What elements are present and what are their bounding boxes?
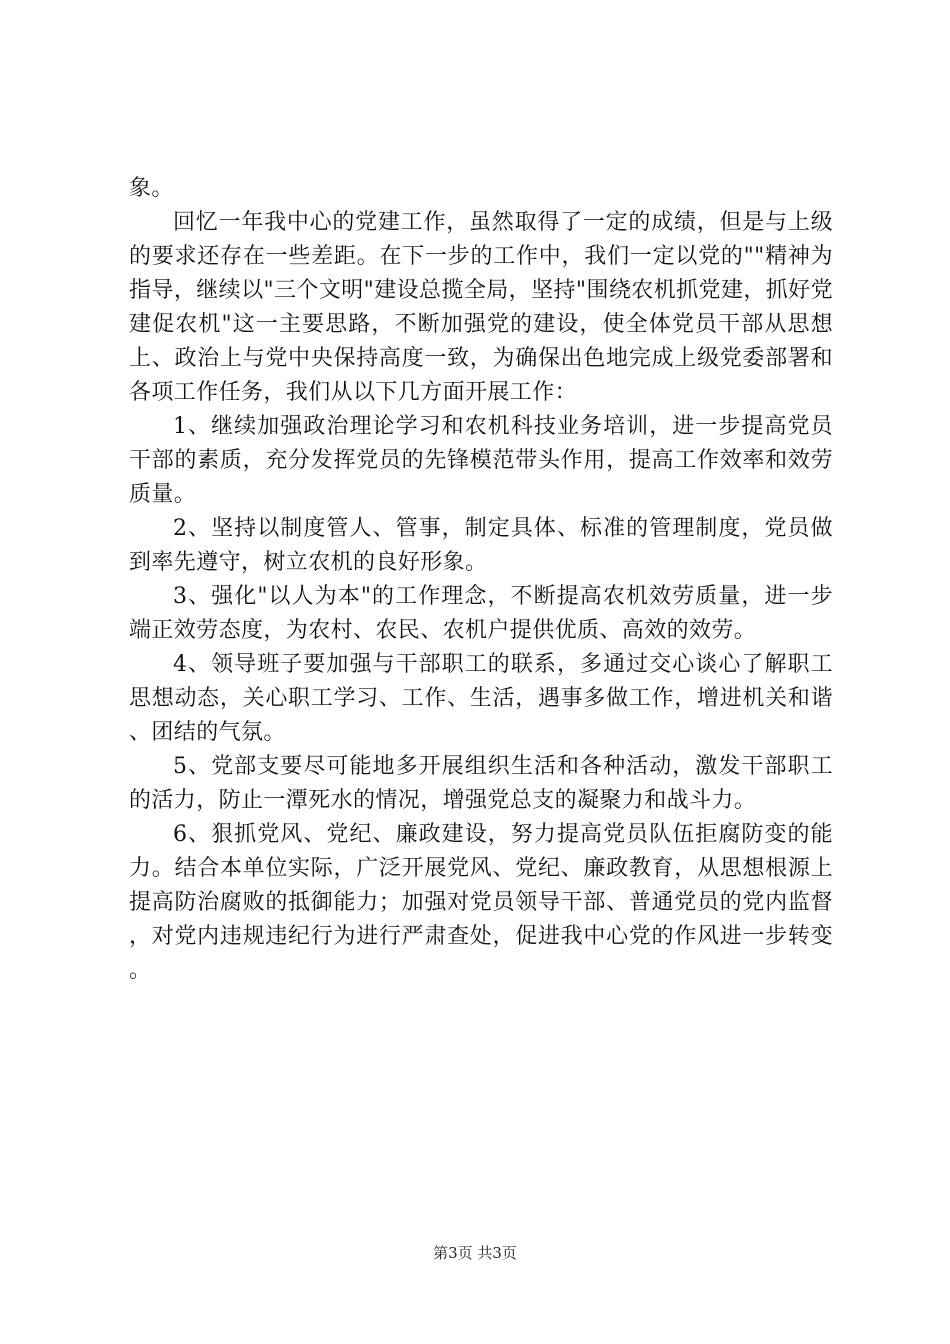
paragraph-item-3: 3、强化"以人为本"的工作理念，不断提高农机效劳质量，进一步端正效劳态度，为农村、农民、农机户提供优质、高效的效劳。 — [129, 584, 833, 643]
paragraph-item-4: 4、领导班子要加强与干部职工的联系，多通过交心谈心了解职工思想动态，关心职工学习、工作、生活，遇事多做工作，增进机关和谐、团结的气氛。 — [129, 652, 833, 745]
paragraph-item-1: 1、继续加强政治理论学习和农机科技业务培训，进一步提高党员干部的素质，充分发挥党员的先锋模范带头作用，提高工作效率和效劳质量。 — [129, 414, 833, 507]
document-body — [129, 172, 833, 988]
paragraph-item-2: 2、坚持以制度管人、管事，制定具体、标准的管理制度，党员做到率先遵守，树立农机的良好形象。 — [129, 516, 833, 575]
paragraph-item-6: 6、狠抓党风、党纪、廉政建设，努力提高党员队伍拒腐防变的能力。结合本单位实际，广泛开展党风、党纪、廉政教育，从思想根源上提高防治腐败的抵御能力；加强对党员领导干部、普通党员的党内监督，对党内违规违纪行为进行严肃查处，促进我中心党的作风进一步转变。 — [129, 822, 833, 983]
page-footer — [0, 1243, 950, 1263]
paragraph-item-5: 5、党部支要尽可能地多开展组织生活和各种活动，激发干部职工的活力，防止一潭死水的情况，增强党总支的凝聚力和战斗力。 — [129, 754, 833, 813]
paragraph-continuation: 象。 — [129, 176, 174, 201]
paragraph-review: 回忆一年我中心的党建工作，虽然取得了一定的成绩，但是与上级的要求还存在一些差距。在下一步的工作中，我们一定以党的""精神为指导，继续以"三个文明"建设总揽全局，坚持"围绕农机抓党建，抓好党建促农机"这一主要思路，不断加强党的建设，使全体党员干部从思想上、政治上与党中央保持高度一致，为确保出色地完成上级党委部署和各项工作任务，我们从以下几方面开展工作： — [129, 210, 833, 405]
page-number-label: 第3页 共3页 — [433, 1244, 517, 1262]
